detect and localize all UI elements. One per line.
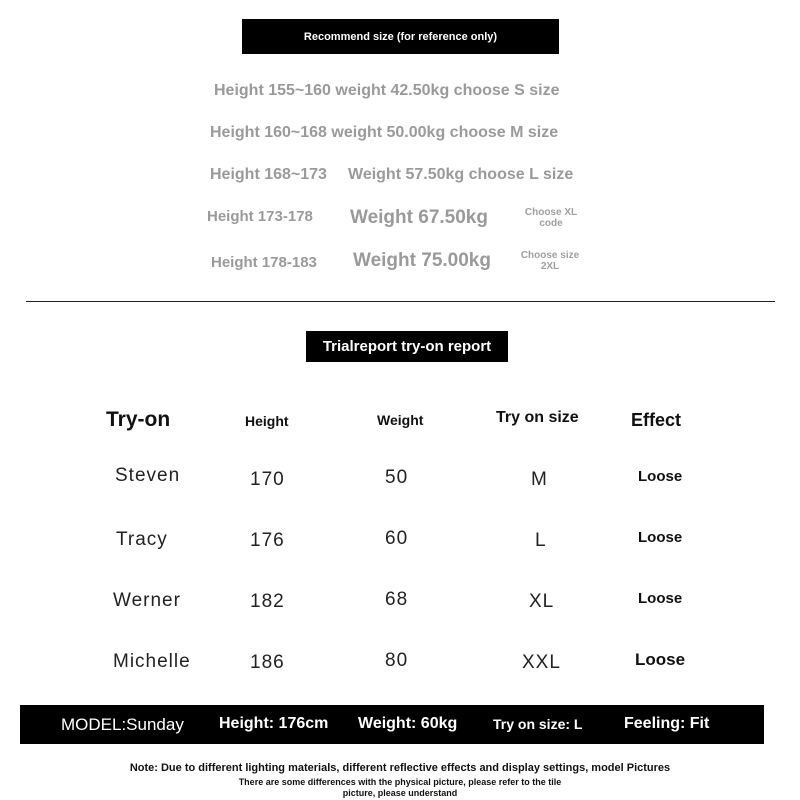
table-row-height: 170 <box>250 469 285 490</box>
model-weight: Weight: 60kg <box>358 715 458 732</box>
table-row-name: Tracy <box>116 529 168 550</box>
table-row-effect: Loose <box>638 590 683 607</box>
header-height: Height <box>245 413 289 429</box>
model-name: MODEL:Sunday <box>61 715 184 734</box>
recommend-row-m: Height 160~168 weight 50.00kg choose M size <box>210 124 559 141</box>
recommend-row-xl-choose: Choose XL code <box>524 207 578 229</box>
recommend-row-2xl-choose: Choose size 2XL <box>520 250 580 272</box>
table-row-effect: Loose <box>635 650 686 669</box>
table-row-size: L <box>535 530 547 551</box>
table-row-name: Werner <box>113 590 181 611</box>
model-info-strip <box>20 705 764 744</box>
section-divider <box>26 301 775 302</box>
header-try-on-size: Try on size <box>496 409 579 426</box>
table-row-height: 186 <box>250 652 285 673</box>
note-line-1: Note: Due to different lighting materials, different reflective effects and display settings, model Pictures <box>129 762 671 774</box>
model-size: Try on size: L <box>493 716 583 732</box>
table-row-size: M <box>531 469 548 490</box>
model-height: Height: 176cm <box>219 715 329 732</box>
recommend-title: Recommend size (for reference only) <box>303 30 498 43</box>
header-effect: Effect <box>631 410 682 430</box>
recommend-row-2xl-weight: Weight 75.00kg <box>353 250 491 271</box>
recommend-row-xl-weight: Weight 67.50kg <box>350 207 488 228</box>
table-row-weight: 50 <box>385 467 409 488</box>
recommend-row-l-rest: Weight 57.50kg choose L size <box>348 166 574 183</box>
report-title: Trialreport try-on report <box>322 338 492 355</box>
table-row-height: 182 <box>250 591 285 612</box>
table-row-effect: Loose <box>638 529 683 546</box>
recommend-row-xl-height: Height 173-178 <box>207 208 313 225</box>
report-title-bar <box>306 331 508 362</box>
table-row-height: 176 <box>250 530 285 551</box>
recommend-row-l-height: Height 168~173 <box>210 166 327 183</box>
note-line-3: picture, please understand <box>342 788 458 798</box>
model-feeling: Feeling: Fit <box>624 715 710 732</box>
note-line-2: There are some differences with the physical picture, please refer to the tile <box>238 777 562 787</box>
table-row-name: Michelle <box>113 651 191 672</box>
recommend-row-2xl-height: Height 178-183 <box>211 254 317 271</box>
table-row-name: Steven <box>115 465 181 486</box>
table-row-size: XL <box>529 591 555 612</box>
header-try-on: Try-on <box>106 408 171 431</box>
table-row-size: XXL <box>522 652 561 673</box>
table-row-effect: Loose <box>638 468 683 485</box>
table-row-weight: 60 <box>385 528 409 549</box>
recommend-title-bar <box>242 19 559 54</box>
table-row-weight: 68 <box>385 589 409 610</box>
header-weight: Weight <box>377 412 424 428</box>
table-row-weight: 80 <box>385 650 409 671</box>
recommend-row-s: Height 155~160 weight 42.50kg choose S size <box>214 82 560 99</box>
